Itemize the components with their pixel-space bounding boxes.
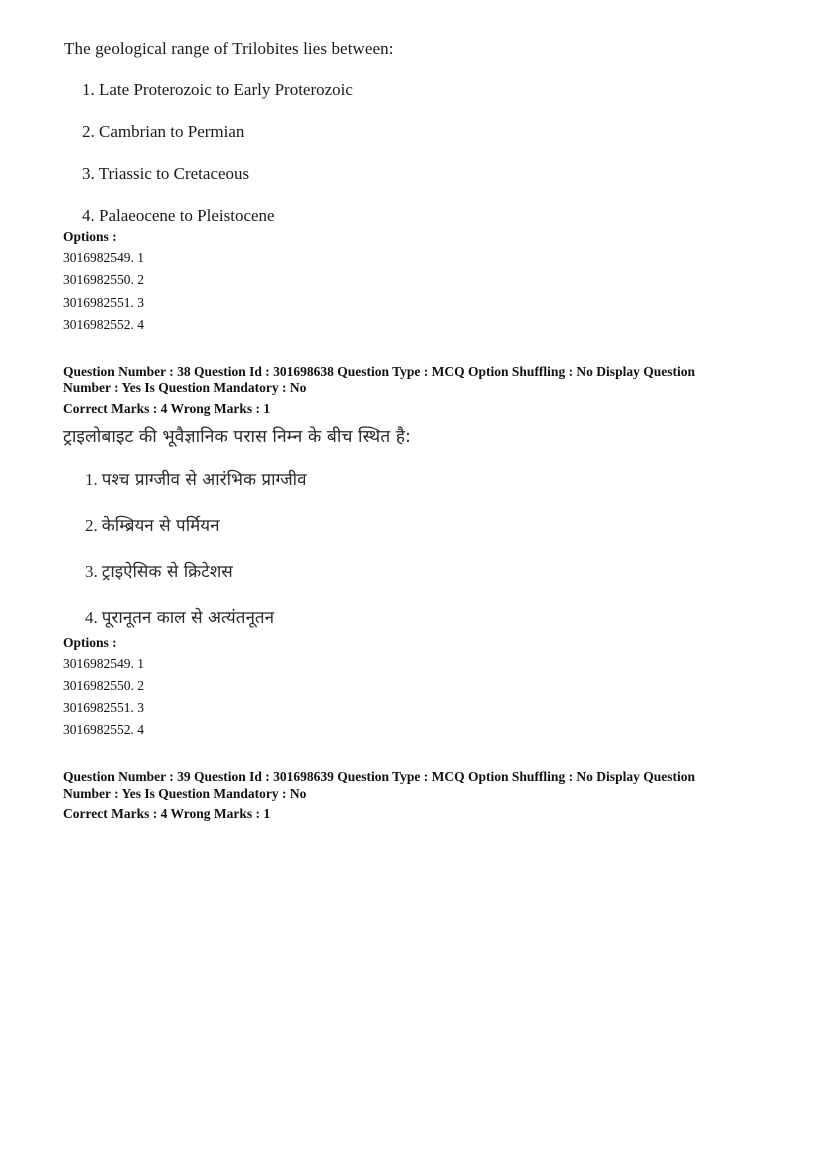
question-37-option-2: 2. Cambrian to Permian [82, 122, 245, 141]
option-id-line: 3016982552. 4 [63, 317, 144, 332]
option-number: 4. [85, 608, 98, 627]
option-id-line: 3016982550. 2 [63, 678, 144, 693]
question-37-heading: The geological range of Trilobites lies between: [64, 39, 394, 58]
question-39-meta-line-2: Number : Yes Is Question Mandatory : No [63, 786, 307, 801]
question-39-meta-line-1: Question Number : 39 Question Id : 301698639 Question Type : MCQ Option Shuffling : No Display Question [63, 769, 695, 784]
question-38-marks: Correct Marks : 4 Wrong Marks : 1 [63, 401, 271, 416]
option-number: 3. [85, 562, 98, 581]
question-38-heading: ट्राइलोबाइट की भूवैज्ञानिक परास निम्न के बीच स्थित है: [63, 427, 411, 447]
question-38-option-3 [85, 559, 233, 582]
question-38-option-2 [85, 513, 220, 536]
option-text: पूरानूतन काल से अत्यंतनूतन [101, 608, 275, 628]
question-39-marks: Correct Marks : 4 Wrong Marks : 1 [63, 806, 271, 821]
option-id-line: 3016982549. 1 [63, 250, 144, 265]
option-number: 1. [85, 470, 98, 489]
option-id-line: 3016982552. 4 [63, 722, 144, 737]
option-id-line: 3016982550. 2 [63, 272, 144, 287]
question-37-option-1: 1. Late Proterozoic to Early Proterozoic [82, 80, 353, 99]
question-38-meta-line-1: Question Number : 38 Question Id : 301698638 Question Type : MCQ Option Shuffling : No Display Question [63, 364, 695, 379]
option-id-line: 3016982551. 3 [63, 295, 144, 310]
option-text: पश्च प्राग्जीव से आरंभिक प्राग्जीव [101, 470, 307, 490]
option-id-line: 3016982549. 1 [63, 656, 144, 671]
option-text: केम्ब्रियन से पर्मियन [101, 516, 220, 536]
question-38-option-4 [85, 605, 274, 628]
option-id-line: 3016982551. 3 [63, 700, 144, 715]
options-label: Options : [63, 635, 117, 650]
question-38-option-1 [85, 467, 307, 490]
option-text: ट्राइऐसिक से क्रिटेशस [101, 562, 233, 582]
option-number: 2. [85, 516, 98, 535]
question-37-option-3: 3. Triassic to Cretaceous [82, 164, 250, 183]
question-38-meta-line-2: Number : Yes Is Question Mandatory : No [63, 380, 307, 395]
options-label: Options : [63, 229, 117, 244]
question-37-option-4: 4. Palaeocene to Pleistocene [82, 206, 275, 225]
